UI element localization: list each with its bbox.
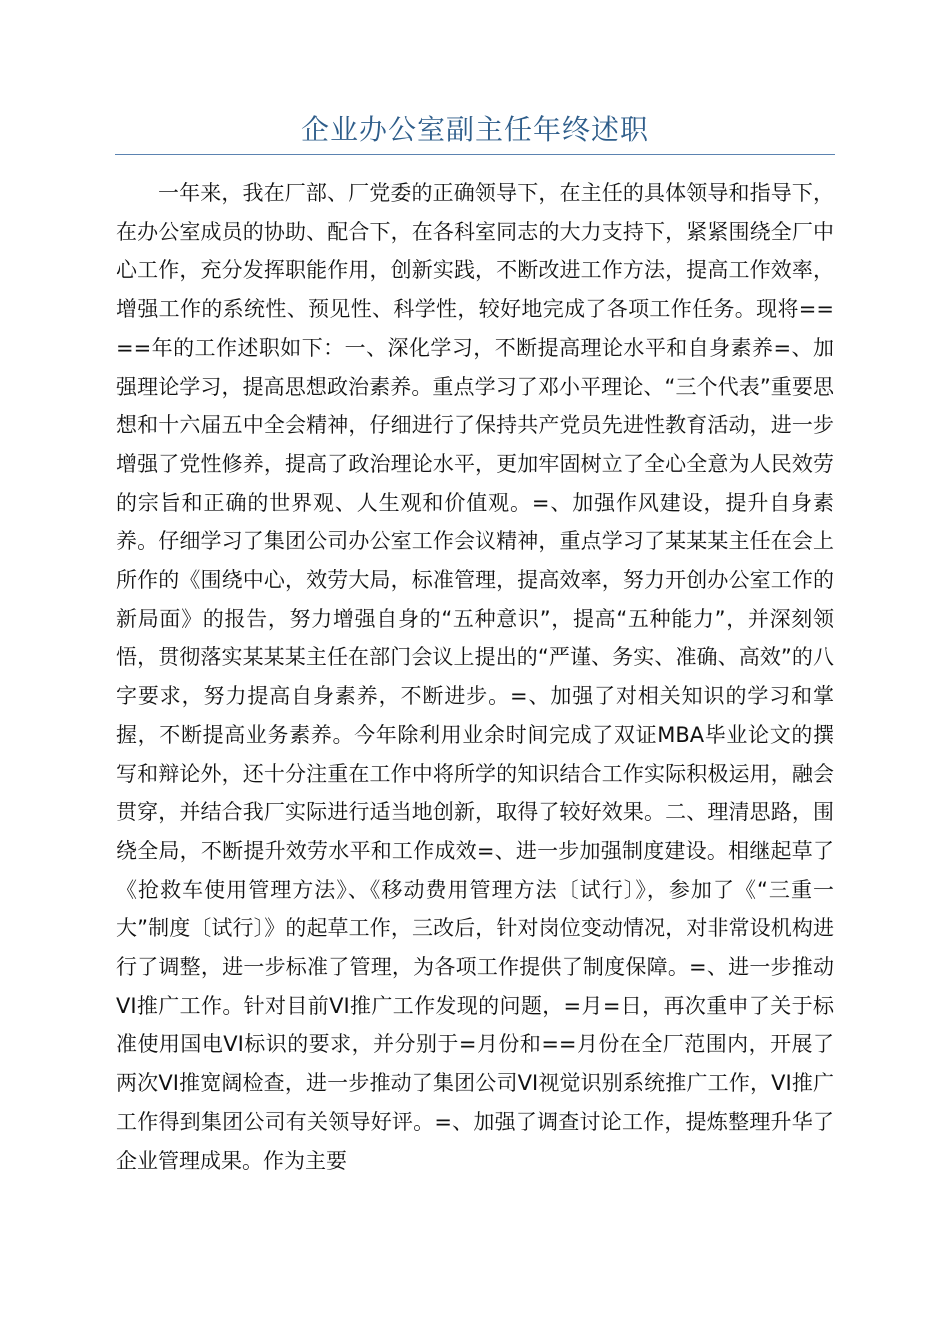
body-paragraph: 一年来，我在厂部、厂党委的正确领导下，在主任的具体领导和指导下，在办公室成员的协助、配合下，在各科室同志的大力支持下，紧紧围绕全厂中心工作，充分发挥职能作用，创新实践，不断改进工作方法，提高工作效率，增强工作的系统性、预见性、科学性，较好地完成了各项工作任务。现将====年的工作述职如下：一、深化学习，不断提高理论水平和自身素养=、加强理论学习，提高思想政治素养。重点学习了邓小平理论、“三个代表”重要思想和十六届五中全会精神，仔细进行了保持共产党员先进性教育活动，进一步增强了党性修养，提高了政治理论水平，更加牢固树立了全心全意为人民效劳的宗旨和正确的世界观、人生观和价值观。=、加强作风建设，提升自身素养。仔细学习了集团公司办公室工作会议精神，重点学习了某某某主任在会上所作的《围绕中心，效劳大局，标准管理，提高效率，努力开创办公室工作的新局面》的报告，努力增强自身的“五种意识”，提高“五种能力”，并深刻领悟，贯彻落实某某某主任在部门会议上提出的“严谨、务实、准确、高效”的八字要求，努力提高自身素养，不断进步。=、加强了对相关知识的学习和掌握，不断提高业务素养。今年除利用业余时间完成了双证MBA毕业论文的撰写和辩论外，还十分注重在工作中将所学的知识结合工作实际积极运用，融会贯穿，并结合我厂实际进行适当地创新，取得了较好效果。二、理清思路，围绕全局，不断提升效劳水平和工作成效=、进一步加强制度建设。相继起草了《抢救车使用管理方法》、《移动费用管理方法〔试行〕》，参加了《“三重一大”制度〔试行〕》的起草工作，三改后，针对岗位变动情况，对非常设机构进行了调整，进一步标准了管理，为各项工作提供了制度保障。=、进一步推动VI推广工作。针对目前VI推广工作发现的问题，=月=日，再次重申了关于标准使用国电VI标识的要求，并分别于=月份和==月份在全厂范围内，开展了两次VI推宽阔检查，进一步推动了集团公司VI视觉识别系统推广工作，VI推广工作得到集团公司有关领导好评。=、加强了调查讨论工作，提炼整理升华了企业管理成果。作为主要 (116, 181, 834, 1173)
title-underline (115, 154, 835, 155)
document-title: 企业办公室副主任年终述职 (300, 113, 649, 146)
